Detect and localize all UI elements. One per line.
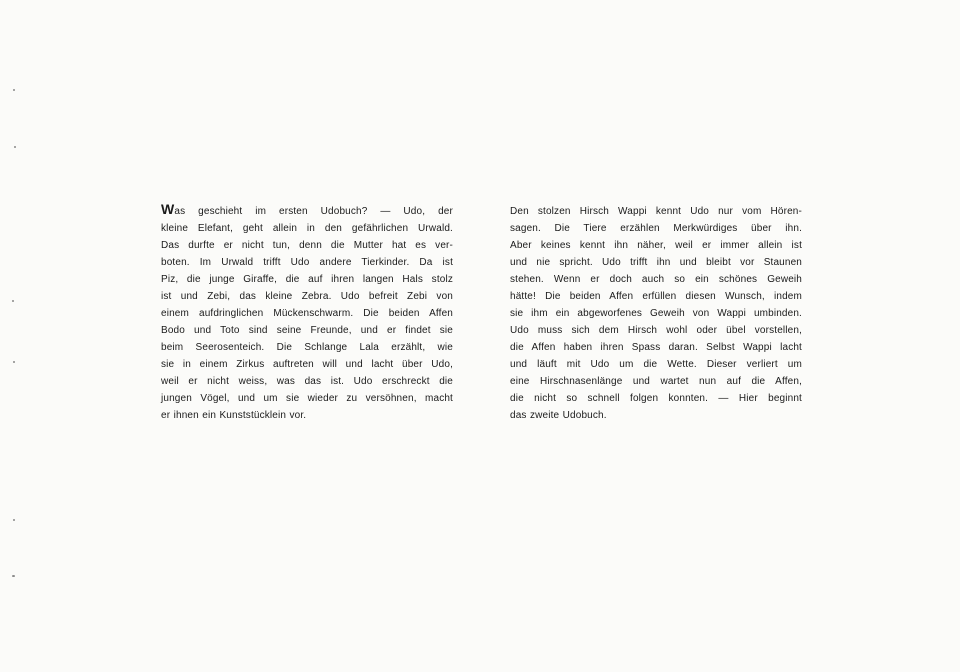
text-line: er ihnen ein Kunststücklein vor. [161,410,307,421]
text-line: und läuft mit Udo um die Wette. Dieser verliert um [510,359,802,370]
right-text-column [510,203,802,424]
text-line: Den stolzen Hirsch Wappi kennt Udo nur vom Hören- [510,206,802,217]
text-line: Udo muss sich dem Hirsch wohl oder übel vorstellen, [510,325,802,336]
text-line: sie in einem Zirkus auftreten will und lacht über Udo, [161,359,453,370]
text-line: sagen. Die Tiere erzählen Merkwürdiges über ihn. [510,223,802,234]
text-line: ist und Zebi, das kleine Zebra. Udo befreit Zebi von [161,291,453,302]
text-line: und nie spricht. Udo trifft ihn und bleibt vor Staunen [510,257,802,268]
text-line: einem aufdringlichen Mückenschwarm. Die beiden Affen [161,308,453,319]
scan-speck [14,146,16,148]
scan-speck [13,519,15,521]
left-text-column [161,203,453,424]
first-line-text: as geschieht im ersten Udobuch? — Udo, der [174,206,453,217]
text-line: Das durfte er nicht tun, denn die Mutter hat es ver- [161,240,453,251]
text-line: Bodo und Toto sind seine Freunde, und er findet sie [161,325,453,336]
text-line: boten. Im Urwald trifft Udo andere Tierkinder. Da ist [161,257,453,268]
text-line: die Affen haben ihren Spass daran. Selbst Wappi lacht [510,342,802,353]
text-line: stehen. Wenn er doch auch so ein schönes Geweih [510,274,802,285]
text-line: die nicht so schnell folgen konnten. — Hier beginnt [510,393,802,404]
text-line: Piz, die junge Giraffe, die auf ihren langen Hals stolz [161,274,453,285]
scan-speck [13,361,15,363]
text-line: hätte! Die beiden Affen erfüllen diesen Wunsch, indem [510,291,802,302]
text-line: sie ihm ein abgeworfenes Geweih von Wappi umbinden. [510,308,802,319]
scan-speck [12,300,14,302]
scan-speck [12,575,15,577]
first-line [161,203,453,220]
text-line: weil er nicht weiss, was das ist. Udo erschreckt die [161,376,453,387]
text-line: eine Hirschnasenlänge und wartet nun auf die Affen, [510,376,802,387]
drop-cap: W [161,201,175,217]
text-line: beim Seerosenteich. Die Schlange Lala erzählt, wie [161,342,453,353]
text-line: kleine Elefant, geht allein in den gefährlichen Urwald. [161,223,453,234]
text-line: Aber keines kennt ihn näher, weil er immer allein ist [510,240,802,251]
text-line: das zweite Udobuch. [510,410,607,421]
scan-speck [13,89,15,91]
text-line: jungen Vögel, und um sie wieder zu versöhnen, macht [161,393,453,404]
